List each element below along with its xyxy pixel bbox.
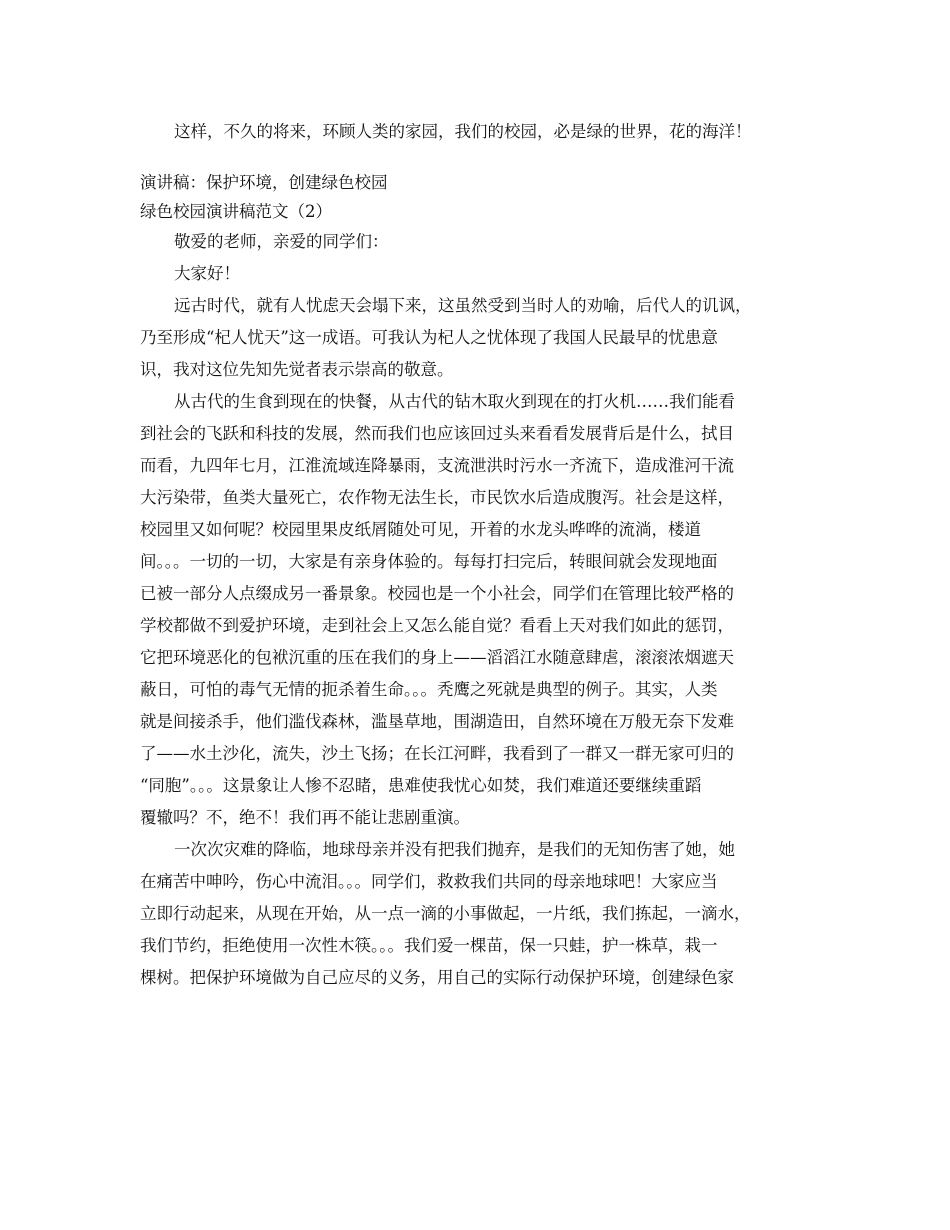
paragraph-line: 大污染带，鱼类大量死亡，农作物无法生长，市民饮水后造成腹泻。社会是这样，	[140, 488, 734, 507]
paragraph-line: 校园里又如何呢？校园里果皮纸屑随处可见，开着的水龙头哗哗的流淌，楼道	[140, 520, 701, 539]
paragraph-line: 立即行动起来，从现在开始，从一点一滴的小事做起，一片纸，我们拣起，一滴水，	[140, 904, 751, 923]
paragraph-line: 我们节约，拒绝使用一次性木筷。。。我们爱一棵苗，保一只蛙，护一株草，栽一	[140, 936, 718, 955]
paragraph-line: 识，我对这位先知先觉者表示崇高的敬意。	[140, 360, 454, 379]
paragraph-line: 学校都做不到爱护环境，走到社会上又怎么能自觉？看看上天对我们如此的惩罚，	[140, 616, 734, 635]
paragraph-gap	[140, 148, 815, 168]
paragraph-line: 乃至形成“杞人忧天”这一成语。可我认为杞人之忧体现了我国人民最早的忧患意	[140, 328, 718, 347]
paragraph-line: “同胞”。。。这景象让人惨不忍睹，患难使我忧心如焚，我们难道还要继续重蹈	[140, 776, 702, 795]
salutation: 敬爱的老师，亲爱的同学们：	[174, 232, 389, 251]
paragraph-line: 已被一部分人点缀成另一番景象。校园也是一个小社会，同学们在管理比较严格的	[140, 584, 734, 603]
greeting: 大家好！	[174, 264, 240, 283]
paragraph-line: 在痛苦中呻吟，伤心中流泪。。。同学们，救救我们共同的母亲地球吧！大家应当	[140, 872, 718, 891]
heading-sample-title: 绿色校园演讲稿范文（2）	[140, 202, 332, 221]
paragraph-1	[140, 290, 815, 386]
paragraph-line: 从古代的生食到现在的快餐，从古代的钻木取火到现在的打火机……我们能看	[174, 392, 735, 411]
paragraph-line: 它把环境恶化的包袱沉重的压在我们的身上——滔滔江水随意肆虐，滚滚浓烟遮天	[140, 648, 734, 667]
title-block	[140, 168, 815, 226]
paragraph-line: 棵树。把保护环境做为自己应尽的义务，用自己的实际行动保护环境，创建绿色家	[140, 968, 734, 987]
paragraph-2	[140, 386, 815, 834]
paragraph-line: 远古时代，就有人忧虑天会塌下来，这虽然受到当时人的劝喻，后代人的讥讽，	[174, 296, 752, 315]
paragraph-line: 间。。。一切的一切，大家是有亲身体验的。每每打扫完后，转眼间就会发现地面	[140, 552, 718, 571]
paragraph-line: 了——水土沙化，流失，沙土飞扬；在长江河畔，我看到了一群又一群无家可归的	[140, 744, 734, 763]
paragraph-line: 到社会的飞跃和科技的发展，然而我们也应该回过头来看看发展背后是什么，拭目	[140, 424, 734, 443]
intro-line: 这样，不久的将来，环顾人类的家园，我们的校园，必是绿的世界，花的海洋！	[174, 122, 752, 141]
paragraph-line: 蔽日，可怕的毒气无情的扼杀着生命。。。秃鹰之死就是典型的例子。其实，人类	[140, 680, 718, 699]
paragraph-3	[140, 834, 815, 994]
paragraph-line: 而看，九四年七月，江淮流域连降暴雨，支流泄洪时污水一齐流下，造成淮河干流	[140, 456, 734, 475]
heading-speech-title: 演讲稿：保护环境，创建绿色校园	[140, 173, 388, 192]
document-body	[140, 116, 815, 994]
paragraph-line: 一次次灾难的降临，地球母亲并没有把我们抛弃，是我们的无知伤害了她，她	[174, 840, 735, 859]
paragraph-line: 覆辙吗？不，绝不！我们再不能让悲剧重演。	[140, 808, 470, 827]
paragraph-line: 就是间接杀手，他们滥伐森林，滥垦草地，围湖造田，自然环境在万般无奈下发难	[140, 712, 734, 731]
